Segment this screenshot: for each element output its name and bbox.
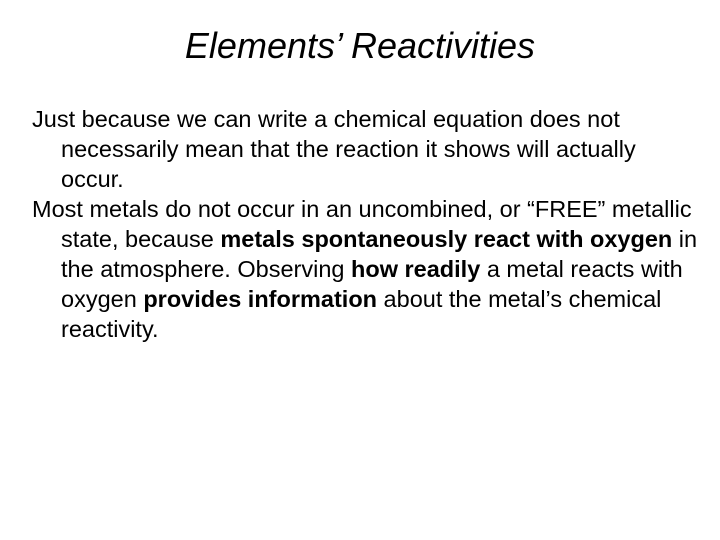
emphasis-text: how readily bbox=[351, 256, 481, 282]
body-paragraph-equation bbox=[32, 104, 700, 194]
emphasis-text: provides information bbox=[143, 286, 378, 312]
slide-title: Elements’ Reactivities bbox=[184, 25, 536, 66]
slide-body bbox=[32, 104, 700, 344]
emphasis-text: metals spontaneously react with oxygen bbox=[220, 226, 673, 252]
paragraph-text: Just because we can write a chemical equation does not necessarily mean that the reaction it shows will actually occur. bbox=[32, 106, 636, 192]
paragraph-text: a metal reacts with oxygen bbox=[61, 256, 683, 312]
body-paragraph-metals bbox=[32, 194, 700, 344]
paragraph-text: in the atmosphere. Observing bbox=[61, 226, 698, 282]
paragraph-text: Most metals do not occur in an uncombined, or “FREE” metallic state, because bbox=[32, 196, 692, 252]
paragraph-text: about the metal’s chemical reactivity. bbox=[61, 286, 662, 342]
